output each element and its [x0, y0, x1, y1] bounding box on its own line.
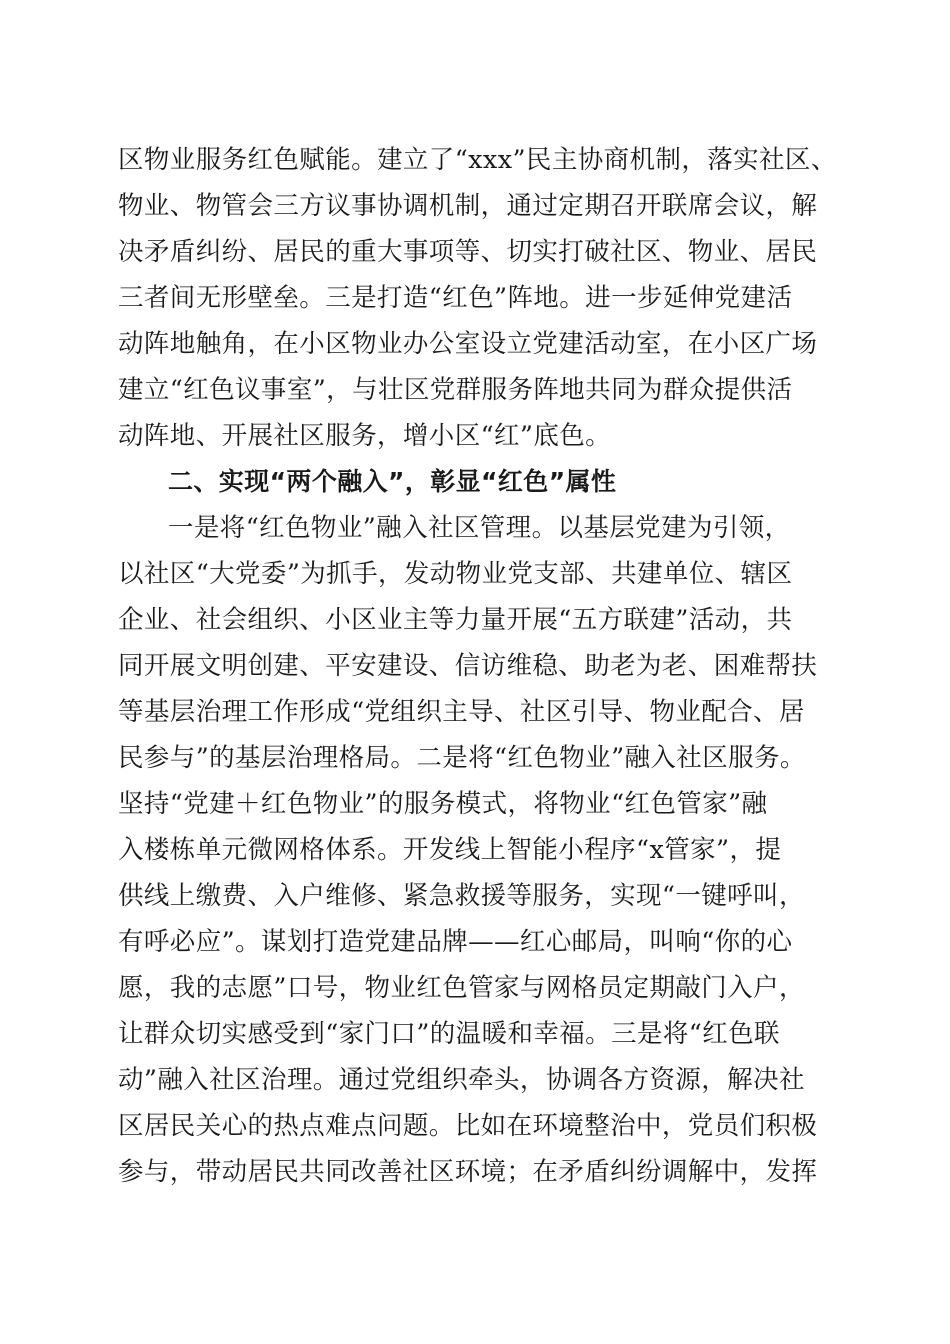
body-line-5: 动阵地触角，在小区物业办公室设立党建活动室，在小区广场: [118, 329, 818, 359]
body-line-17: 供线上缴费、入户维修、紧急救援等服务，实现“一键呼叫，: [118, 881, 805, 911]
body-line-12: 同开展文明创建、平安建设、信访维稳、助老为老、困难帮扶: [118, 651, 818, 681]
body-line-11: 企业、社会组织、小区业主等力量开展“五方联建”活动，共: [118, 605, 793, 635]
body-line-18: 有呼必应”。谋划打造党建品牌——红心邮局，叫响“你的心: [118, 927, 793, 957]
body-line-15: 坚持“党建＋红色物业”的服务模式，将物业“红色管家”融: [118, 789, 768, 819]
section-heading: 二、实现“两个融入”，彰显“红色”属性: [168, 467, 617, 496]
body-line-13: 等基层治理工作形成“党组织主导、社区引导、物业配合、居: [118, 697, 805, 727]
body-line-16: 入楼栋单元微网格体系。开发线上智能小程序“x管家”，提: [118, 835, 782, 865]
body-line-23: 参与，带动居民共同改善社区环境；在矛盾纠纷调解中，发挥: [118, 1157, 818, 1187]
body-line-1: 区物业服务红色赋能。建立了“xxx”民主协商机制，落实社区、: [118, 145, 837, 175]
body-line-14: 民参与”的基层治理格局。二是将“红色物业”融入社区服务。: [118, 743, 806, 773]
body-line-6: 建立“红色议事室”，与壮区党群服务阵地共同为群众提供活: [118, 375, 793, 405]
body-line-22: 区居民关心的热点难点问题。比如在环境整治中，党员们积极: [118, 1111, 818, 1141]
body-line-4: 三者间无形壁垒。三是打造“红色”阵地。进一步延伸党建活: [118, 283, 793, 313]
body-line-20: 让群众切实感受到“家门口”的温暖和幸福。三是将“红色联: [118, 1019, 780, 1049]
body-line-19: 愿，我的志愿”口号，物业红色管家与网格员定期敲门入户，: [118, 973, 805, 1003]
body-line-10: 以社区“大党委”为抓手，发动物业党支部、共建单位、辖区: [118, 559, 793, 589]
body-line-9: 一是将“红色物业”融入社区管理。以基层党建为引领，: [168, 513, 791, 543]
body-line-7: 动阵地、开展社区服务，增小区“红”底色。: [118, 421, 612, 451]
body-line-2: 物业、物管会三方议事协调机制，通过定期召开联席会议，解: [118, 191, 818, 221]
body-line-3: 决矛盾纠纷、居民的重大事项等、切实打破社区、物业、居民: [118, 237, 818, 267]
body-line-21: 动”融入社区治理。通过党组织牵头，协调各方资源，解决社: [118, 1065, 805, 1095]
